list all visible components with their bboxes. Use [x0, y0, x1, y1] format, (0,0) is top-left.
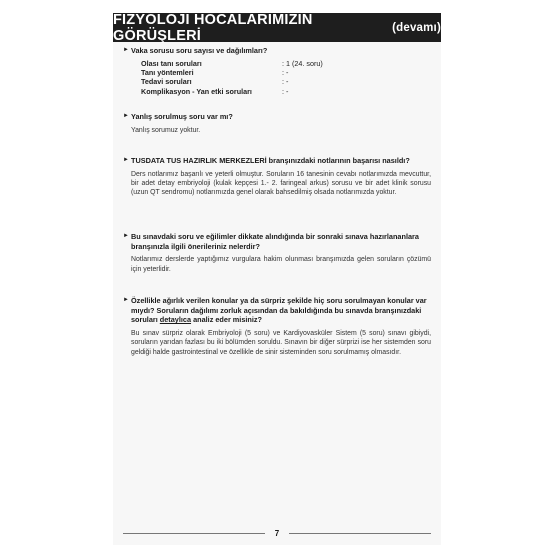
- underlined-word: detaylıca: [159, 315, 192, 325]
- page-footer: [123, 527, 431, 539]
- bullet-arrow-icon: ►: [123, 157, 129, 163]
- distribution-row: Olası tanı soruları : 1 (24. soru): [141, 58, 323, 68]
- question: ► Yanlış sorulmuş soru var mı?: [123, 112, 233, 121]
- header-suffix: (devamı): [392, 21, 441, 34]
- page-number: 7: [274, 528, 280, 538]
- footer-rule-right: [289, 533, 431, 534]
- answer: Notlarımız derslerde yaptığımız vurgulara hakim olunması branşımızda gelen soruların çözümü için yeterlidir.: [131, 256, 431, 273]
- header-title: FİZYOLOJİ HOCALARIMIZIN GÖRÜŞLERİ: [113, 11, 313, 44]
- distribution-row: Tedavi soruları : -: [141, 77, 289, 87]
- bullet-arrow-icon: ►: [123, 113, 129, 119]
- section-case-questions: [123, 46, 431, 96]
- section-wrong-questions: [123, 112, 431, 135]
- bullet-arrow-icon: ►: [123, 297, 129, 303]
- distribution-row: Komplikasyon - Yan etki soruları : -: [141, 86, 289, 96]
- answer: Bu sınav sürpriz olarak Embriyoloji (5 soru) ve Kardiyovasküler Sistem (5 soru) sınavı gibiydi, soruların yarıdan fazlası bu iki bölümden soruldu. Sınavın bir diğer sürprizi ise her sistemden soru geldiği halde gastrointestinal ve özellikle de sinir sisteminden soru sorulmamış olmasıdır.: [131, 329, 431, 356]
- answer: Ders notlarımız başarılı ve yeterli olmuştur. Soruların 16 tanesinin cevabı notlarımızda mevcuttur, bir adet detay embriyoloji (kulak kepçesi 1.- 2. faringeal arkus) sorusu ve bir adet klinik sorusu (uzun QT sendromu) notlarımızda genel olarak bahsedilmiş olsada notlarımızda yoktur.: [131, 170, 431, 197]
- section-recommendations: [123, 232, 431, 274]
- answer: Yanlış sorumuz yoktur.: [131, 126, 201, 134]
- distribution-row: Tanı yöntemleri : -: [141, 68, 289, 77]
- distribution-table: [141, 59, 431, 97]
- footer-rule-left: [123, 533, 265, 534]
- section-notes-success: [123, 156, 431, 198]
- question: ► Vaka sorusu soru sayısı ve dağılımları?: [123, 46, 268, 55]
- question: ► Bu sınavdaki soru ve eğilimler dikkate alındığında bir sonraki sınava hazırlananlara branşınızla ilgili önerileriniz nelerdir?: [123, 232, 419, 251]
- question: ► TUSDATA TUS HAZIRLIK MERKEZLERİ branşınızdaki notlarının başarısı nasıldı?: [123, 156, 410, 165]
- bullet-arrow-icon: ►: [123, 47, 129, 53]
- section-topic-analysis: [123, 296, 431, 357]
- question: ► Özellikle ağırlık verilen konular ya da sürpriz şekilde hiç soru sorulmayan konular var mıydı? Soruların dağılımı zorluk açısından da bakıldığında bu sınavda branşınızdaki soruları detaylıca analiz eder misiniz?: [123, 296, 427, 325]
- document-page: [113, 13, 441, 545]
- bullet-arrow-icon: ►: [123, 233, 129, 239]
- page-header: [113, 13, 441, 42]
